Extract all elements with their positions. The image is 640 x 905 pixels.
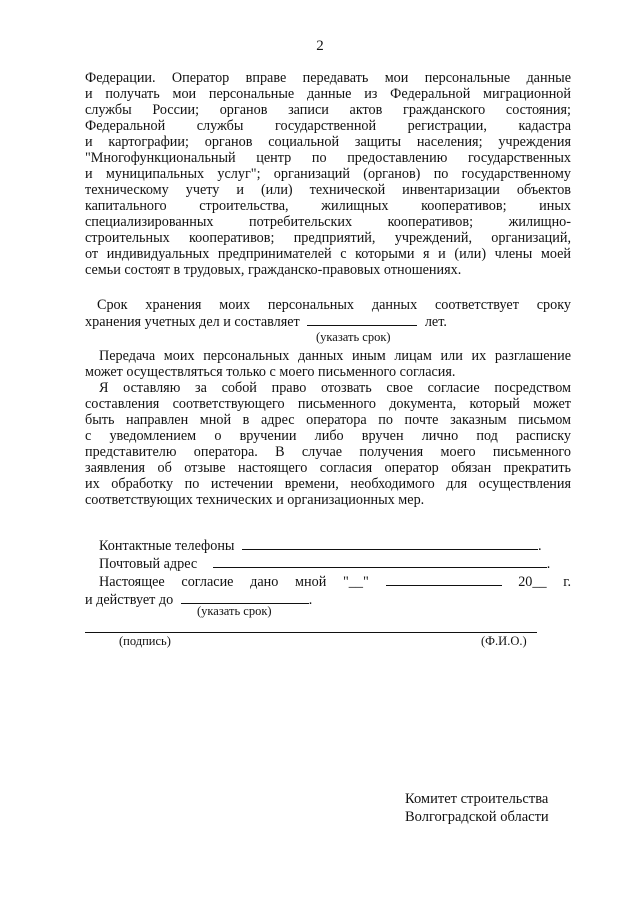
text-line: Я оставляю за собой право отозвать свое согласие посредством [99,380,571,396]
text-line: капитального строительства, жилищных кооперативов; иных [85,198,571,214]
text-line: от индивидуальных предпринимателей с которыми я и (или) члены моей [85,246,571,262]
consent-month-field[interactable] [386,573,502,586]
retention-prefix: хранения учетных дел и составляет [85,314,300,330]
retention-suffix: лет. [424,314,447,330]
contacts-section [85,537,571,609]
valid-until-hint: (указать срок) [197,604,272,618]
text-line: Срок хранения моих персональных данных соответствует сроку [97,297,571,313]
text-line: Передача моих персональных данных иным лицам или их разглашение [99,348,571,364]
retention-term-line [85,313,571,330]
text-line: техническому учету и (или) технической инвентаризации объектов [85,182,571,198]
text-line: быть направлен мной в адрес оператора по почте заказным письмом [85,412,571,428]
valid-until-line [85,591,571,609]
address-field[interactable] [213,555,547,568]
retention-hint: (указать срок) [316,330,391,344]
address-period: . [546,556,551,572]
valid-until-prefix: и действует до [85,592,174,608]
text-line: Федеральной службы государственной регистрации, кадастра [85,118,571,134]
signature-line[interactable] [85,632,537,633]
revoke-paragraph [85,380,571,508]
phones-line [85,537,571,555]
consent-year-suffix: г. [563,574,572,590]
phones-field[interactable] [242,537,538,550]
phones-period: . [538,538,542,554]
text-line: заявления об отзыве настоящего согласия оператор обязан прекратить [85,460,571,476]
signature-label: (подпись) [119,634,171,648]
address-line [85,555,571,573]
consent-date-prefix: Настоящее согласие дано мной [99,574,327,590]
retention-paragraph [85,297,571,330]
phones-label: Контактные телефоны [99,538,235,554]
footer-line: Комитет строительства [405,791,549,807]
text-line: и муниципальных услуг"; организаций (органов) по государственному [85,166,571,182]
consent-paragraph [85,70,571,278]
text-line: Федерации. Оператор вправе передавать мои персональные данные [85,70,571,86]
footer-organization [405,790,549,826]
text-line: строительных кооперативов; предприятий, учреждений, организаций, [85,230,571,246]
text-line: и картографии; органов социальной защиты населения; учреждения [85,134,571,150]
text-line: и получать мои персональные данные из Федеральной миграционной [85,86,571,102]
text-line: их обработку по истечении времени, необходимого для осуществления [85,476,571,492]
consent-date-line [85,573,571,591]
address-label: Почтовый адрес [99,556,198,572]
text-line: соответствующих технических и организационных мер. [85,492,425,508]
retention-term-field[interactable] [307,313,417,326]
consent-year-field[interactable]: 20__ [518,574,547,590]
text-line: представителю оператора. В случае получения моего письменного [85,444,571,460]
text-line: с уведомлением о вручении либо вручен лично под расписку [85,428,571,444]
valid-until-period: . [308,592,313,608]
page-number: 2 [316,38,324,54]
footer-line: Волгоградской области [405,809,549,825]
valid-until-field[interactable] [181,591,309,604]
text-line: "Многофункциональный центр по предоставлению государственных [85,150,571,166]
text-line: может осуществляться только с моего письменного согласия. [85,364,456,380]
text-line: семьи состоят в трудовых, гражданско-правовых отношениях. [85,262,462,278]
text-line: составления соответствующего письменного документа, который может [85,396,571,412]
full-name-label: (Ф.И.О.) [481,634,527,648]
consent-day-field[interactable]: "__" [343,574,369,590]
text-line: службы России; органов записи актов гражданского состояния; [85,102,571,118]
transfer-paragraph [85,348,571,380]
text-line: специализированных потребительских кооперативов; жилищно- [85,214,571,230]
